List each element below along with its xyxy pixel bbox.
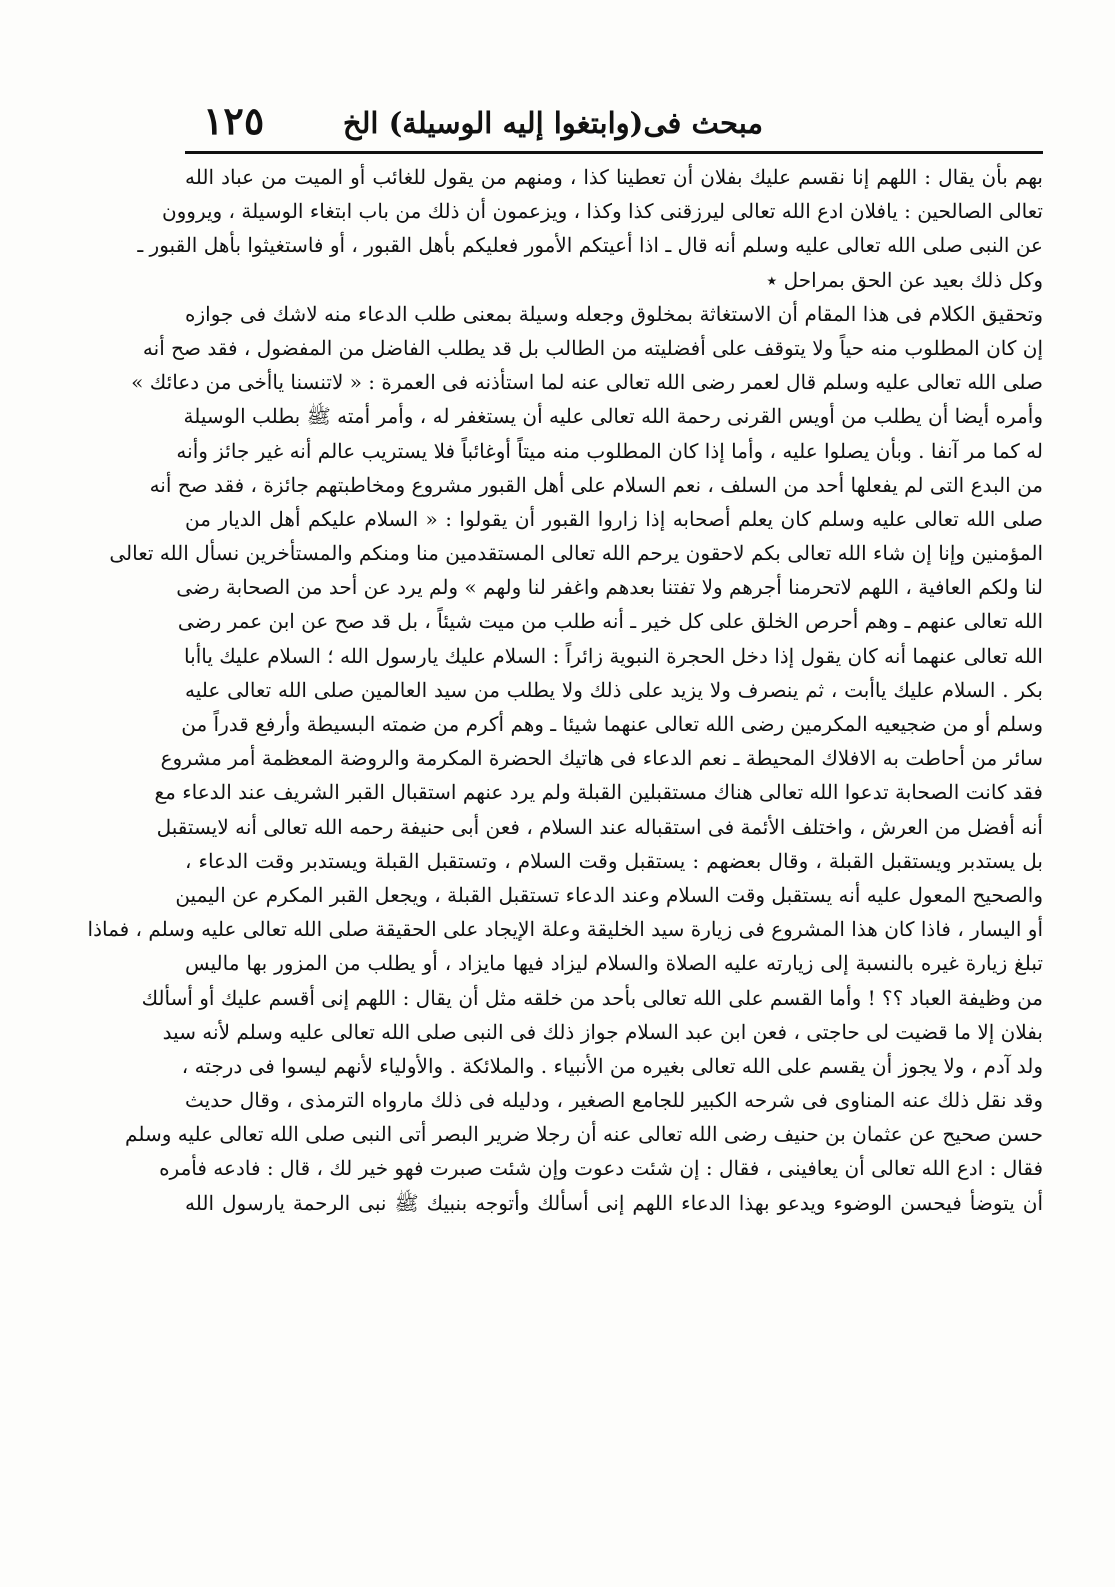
text-line: وقد نقل ذلك عنه المناوى فى شرحه الكبير للجامع الصغير ، ودليله فى ذلك مارواه الترمذى ، وقال حديث: [185, 1088, 1043, 1113]
page-number: ١٢٥: [203, 98, 265, 143]
text-line: أنه أفضل من العرش ، واختلف الأئمة فى استقباله عند السلام ، فعن أبى حنيفة رحمه الله تعالى أنه لايستقبل: [156, 814, 1043, 839]
page-header: [185, 100, 1043, 148]
text-line: لنا ولكم العافية ، اللهم لاتحرمنا أجرهم ولا تفتنا بعدهم واغفر لنا ولهم » ولم يرد عن أحد من الصحابة رضى: [176, 575, 1043, 600]
text-line: حسن صحيح عن عثمان بن حنيف رضى الله تعالى عنه أن رجلا ضرير البصر أتى النبى صلى الله تعالى عليه وسلم: [125, 1122, 1043, 1147]
text-line: وتحقيق الكلام فى هذا المقام أن الاستغاثة بمخلوق وجعله وسيلة بمعنى طلب الدعاء منه لاشك فى جوازه: [185, 301, 1043, 326]
text-line: المؤمنين وإنا إن شاء الله تعالى بكم لاحقون يرحم الله تعالى المستقدمين منا ومنكم والمستأخرين نسأل الله تعالى: [109, 541, 1043, 566]
text-line: سائر من أحاطت به الافلاك المحيطة ـ نعم الدعاء فى هاتيك الحضرة المكرمة والروضة المعظمة أمر مشروع: [160, 746, 1043, 771]
text-line: ولد آدم ، ولا يجوز أن يقسم على الله تعالى بغيره من الأنبياء . والملائكة . والأولياء لأنهم ليسوا فى درجته ،: [181, 1053, 1043, 1078]
text-line: صلى الله تعالى عليه وسلم قال لعمر رضى الله تعالى عنه لما استأذنه فى العمرة : « لاتنسنا ياأخى من دعائك »: [131, 370, 1043, 395]
text-line: الله تعالى عنهم ـ وهم أحرص الخلق على كل خير ـ أنه طلب من ميت شيئاً ، بل قد صح عن ابن عمر رضى: [177, 609, 1043, 634]
text-line: صلى الله تعالى عليه وسلم كان يعلم أصحابه إذا زاروا القبور أن يقولوا : « السلام عليكم أهل الديار من: [185, 506, 1043, 531]
text-line: تعالى الصالحين : يافلان ادع الله تعالى ليرزقنى كذا وكذا ، ويزعمون أن ذلك من باب ابتغاء الوسيلة ، ويروون: [161, 199, 1043, 224]
text-line: إن كان المطلوب منه حياً ولا يتوقف على أفضليته من الطالب بل قد يطلب الفاضل من المفضول ، فقد صح أنه: [142, 335, 1043, 360]
text-line: فقال : ادع الله تعالى أن يعافينى ، فقال : إن شئت دعوت وإن شئت صبرت فهو خير لك ، قال : فادعه فأمره: [159, 1156, 1043, 1181]
text-line: وأمره أيضا أن يطلب من أويس القرنى رحمة الله تعالى عليه أن يستغفر له ، وأمر أمته ﷺ بطلب الوسيلة: [183, 404, 1043, 429]
text-line: أو اليسار ، فاذا كان هذا المشروع فى زيارة سيد الخليقة وعلة الإيجاد على الحقيقة صلى الله تعالى عليه وسلم ، فماذا: [87, 917, 1043, 942]
text-line: وكل ذلك بعيد عن الحق بمراحل ٭: [766, 267, 1043, 292]
header-rule: [185, 151, 1043, 154]
text-line: من وظيفة العباد ؟؟ ! وأما القسم على الله تعالى بأحد من خلقه مثل أن يقال : اللهم إنى أقسم عليك أو أسألك: [141, 985, 1043, 1010]
text-line: والصحيح المعول عليه أنه يستقبل وقت السلام وعند الدعاء تستقبل القبلة ، ويجعل القبر المكرم عن اليمين: [175, 882, 1043, 907]
text-line: الله تعالى عنهما أنه كان يقول إذا دخل الحجرة النبوية زائراً : السلام عليك يارسول الله ؛ السلام عليك ياأبا: [184, 643, 1043, 668]
text-line: بكر . السلام عليك ياأبت ، ثم ينصرف ولا يزيد على ذلك ولا يطلب من سيد العالمين صلى الله تعالى عليه: [185, 677, 1043, 702]
text-line: من البدع التى لم يفعلها أحد من السلف ، نعم السلام على أهل القبور مشروع ومخاطبتهم جائزة ، فقد صح أنه: [149, 472, 1043, 497]
text-line: عن النبى صلى الله تعالى عليه وسلم أنه قال ـ اذا أعيتكم الأمور فعليكم بأهل القبور ، أو فاستغيثوا بأهل القبور ـ: [137, 233, 1043, 258]
body-text: [87, 160, 1044, 1220]
text-line: وسلم أو من ضجيعيه المكرمين رضى الله تعالى عنهما شيئا ـ وهم أكرم من ضمته البسيطة وأرفع قدراً من: [181, 712, 1043, 736]
text-line: تبلغ زيارة غيره بالنسبة إلى زيارته عليه الصلاة والسلام ليزاد فيها مايزاد ، أو يطلب من المزور بها ماليس: [185, 951, 1044, 976]
text-line: أن يتوضأ فيحسن الوضوء ويدعو بهذا الدعاء اللهم إنى أسألك وأتوجه بنبيك ﷺ نبى الرحمة يارسول الله: [185, 1190, 1043, 1215]
running-title: مبحث فى(وابتغوا إليه الوسيلة) الخ: [342, 106, 763, 140]
text-line: بهم بأن يقال : اللهم إنا نقسم عليك بفلان أن تعطينا كذا ، ومنهم من يقول للغائب أو الميت من عباد الله: [185, 165, 1043, 189]
text-line: بفلان إلا ما قضيت لى حاجتى ، فعن ابن عبد السلام جواز ذلك فى النبى صلى الله تعالى عليه وسلم لأنه سيد: [162, 1019, 1043, 1044]
text-line: بل يستدبر ويستقبل القبلة ، وقال بعضهم : يستقبل وقت السلام ، وتستقبل القبلة ويستدبر وقت الدعاء ،: [185, 848, 1043, 873]
text-line: له كما مر آنفا . وبأن يصلوا عليه ، وأما إذا كان المطلوب منه ميتاً أوغائباً فلا يستريب عالم أنه غير جائز وأنه: [176, 438, 1043, 463]
text-line: فقد كانت الصحابة تدعوا الله تعالى هناك مستقبلين القبلة ولم يرد عنهم استقبال القبر الشريف عند الدعاء مع: [154, 780, 1043, 805]
